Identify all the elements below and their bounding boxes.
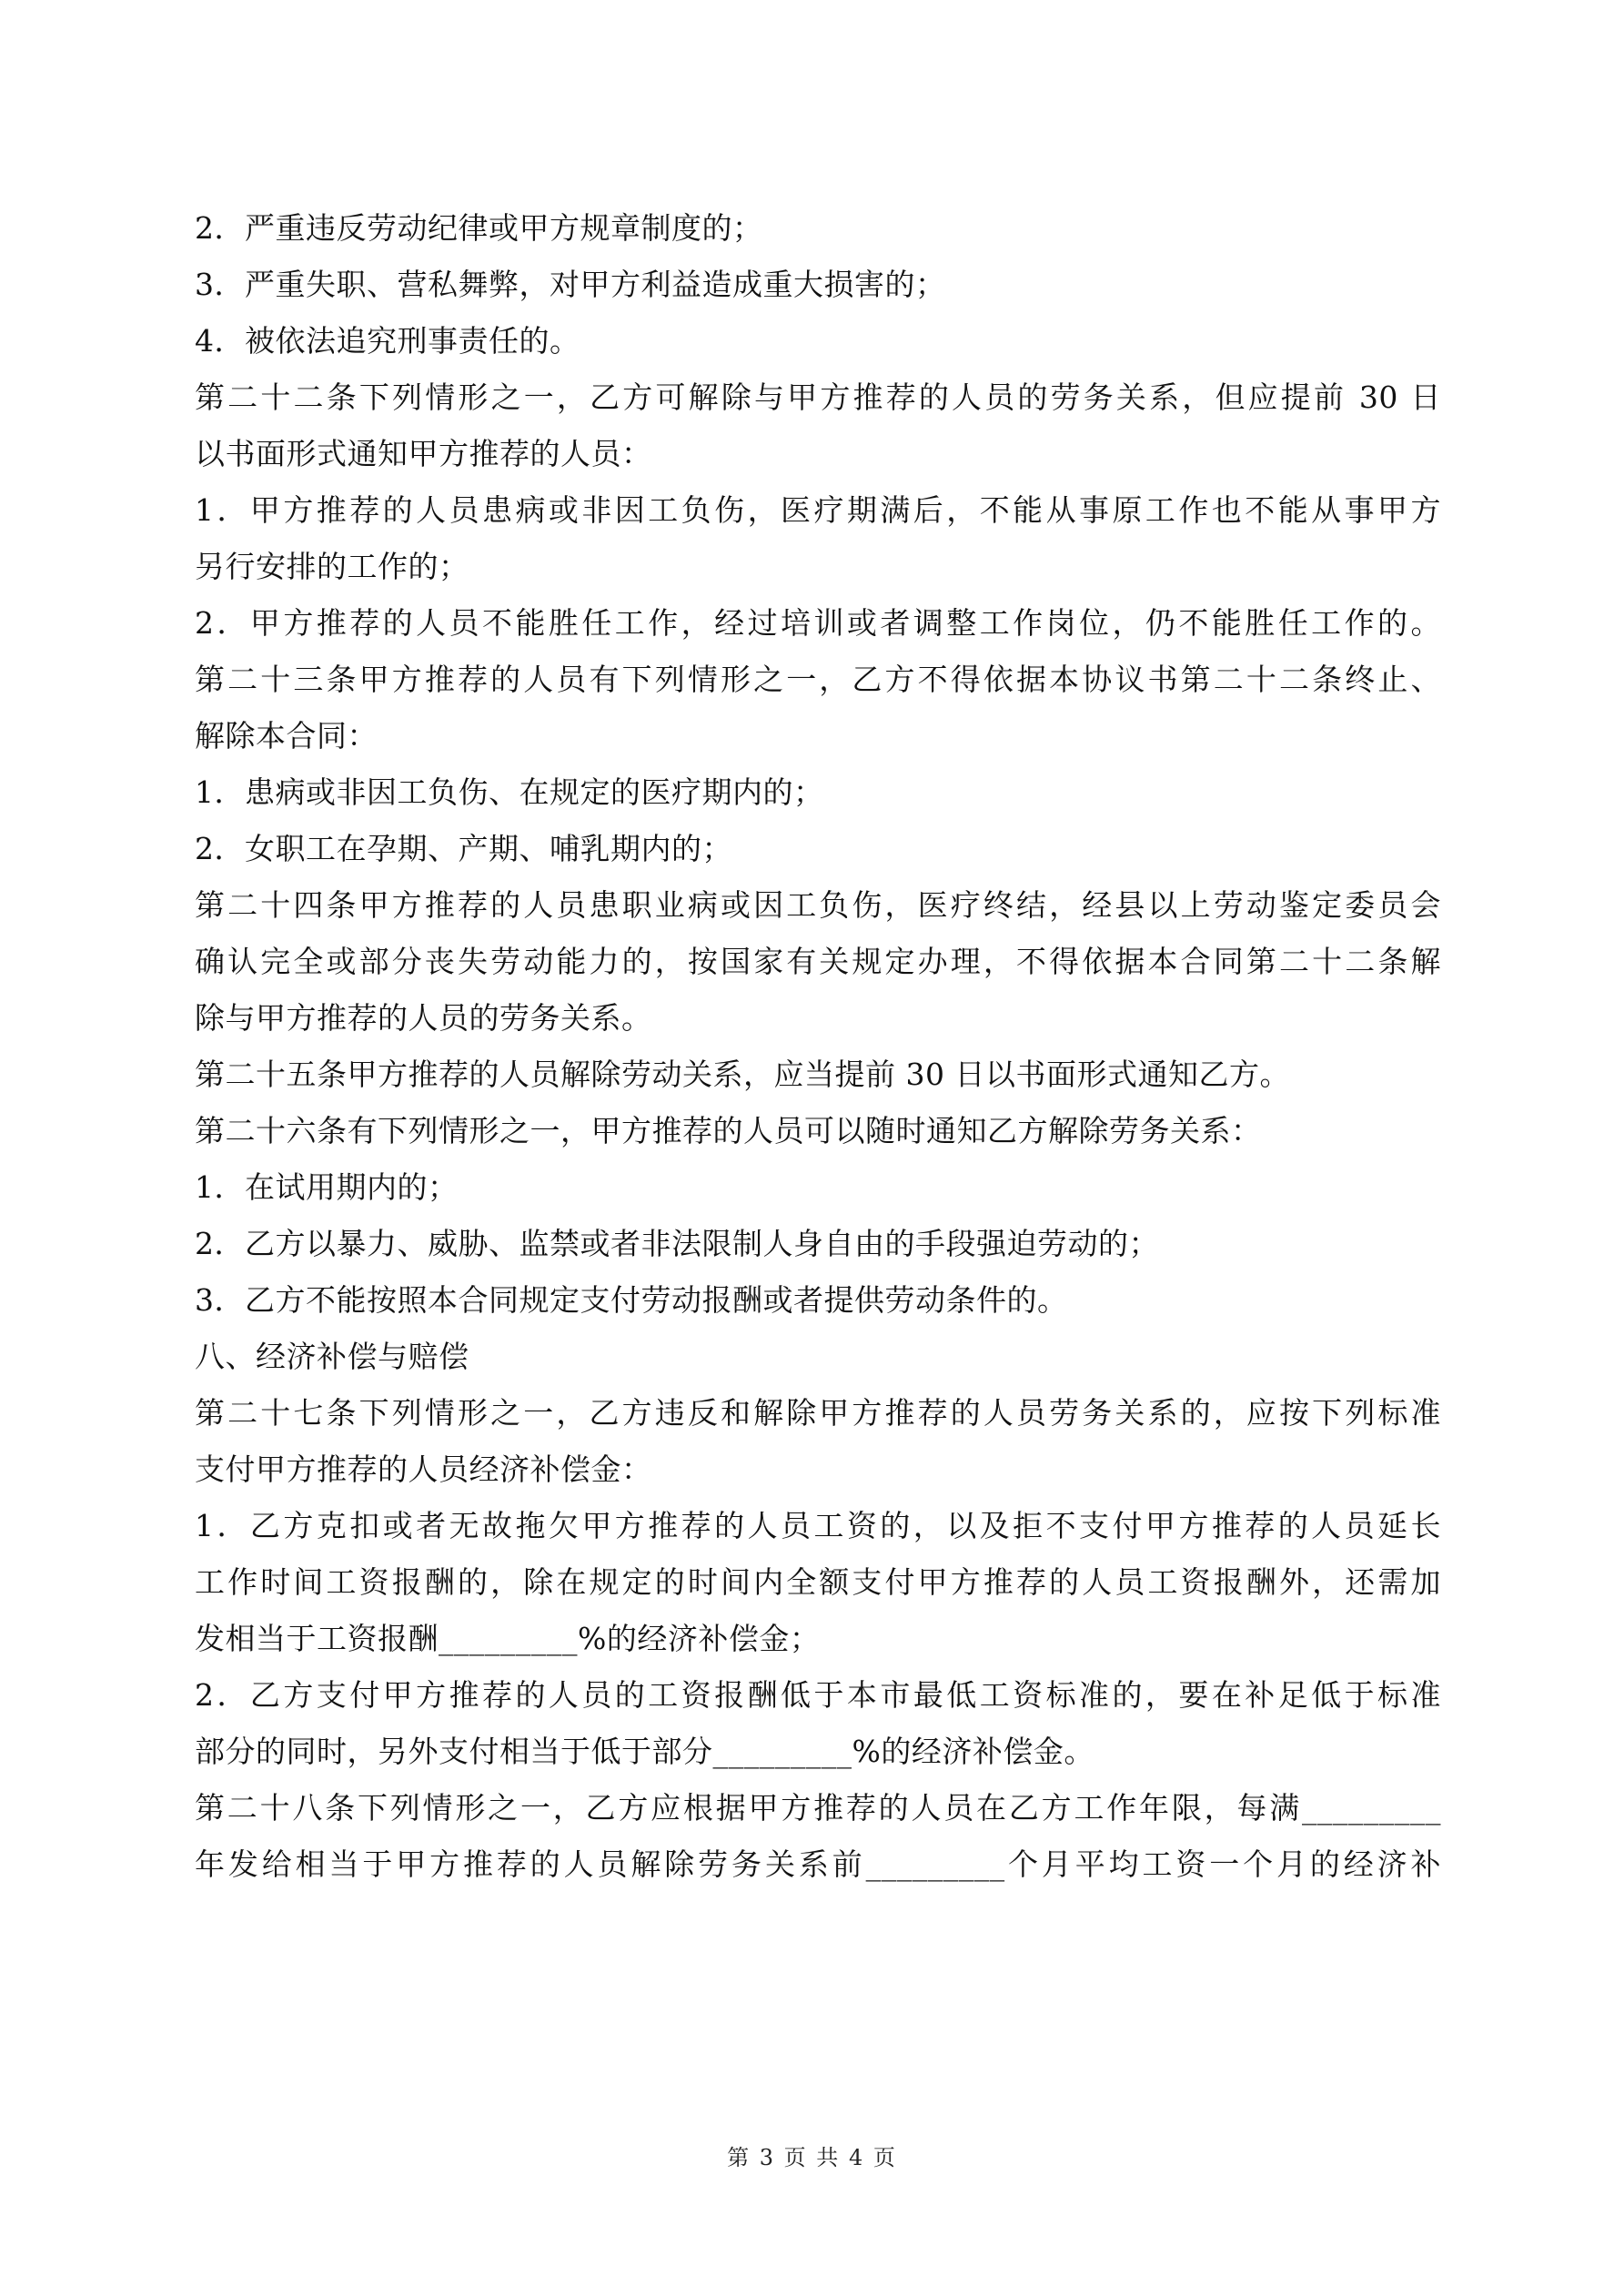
text-line: 第二十七条下列情形之一，乙方违反和解除甲方推荐的人员劳务关系的，应按下列标准 [195,1395,1441,1431]
text-line: 部分的同时，另外支付相当于低于部分_________%的经济补偿金。 [195,1734,1094,1769]
text-line: 2．女职工在孕期、产期、哺乳期内的； [195,831,732,866]
text-line: 3．严重失职、营私舞弊，对甲方利益造成重大损害的； [195,267,946,302]
text-line: 第二十六条有下列情形之一，甲方推荐的人员可以随时通知乙方解除劳务关系： [195,1113,1262,1148]
text-line: 第二十五条甲方推荐的人员解除劳动关系，应当提前 30 日以书面形式通知乙方。 [195,1057,1290,1092]
text-line: 2．乙方以暴力、威胁、监禁或者非法限制人身自由的手段强迫劳动的； [195,1226,1159,1261]
text-line: 第二十八条下列情形之一，乙方应根据甲方推荐的人员在乙方工作年限，每满_________ [195,1790,1441,1826]
text-line: 2．严重违反劳动纪律或甲方规章制度的； [195,210,763,246]
text-line: 2．甲方推荐的人员不能胜任工作，经过培训或者调整工作岗位，仍不能胜任工作的。 [195,605,1441,641]
text-line: 八、经济补偿与赔偿 [195,1339,469,1374]
text-line: 发相当于工资报酬_________%的经济补偿金； [195,1621,821,1656]
text-line: 第二十二条下列情形之一，乙方可解除与甲方推荐的人员的劳务关系，但应提前 30 日 [195,379,1441,415]
text-line: 以书面形式通知甲方推荐的人员： [195,436,652,471]
text-line: 解除本合同： [195,718,378,754]
page-footer: 第 3 页 共 4 页 [727,2145,897,2170]
text-line: 1．在试用期内的； [195,1169,459,1205]
text-line: 1．乙方克扣或者无故拖欠甲方推荐的人员工资的，以及拒不支付甲方推荐的人员延长 [195,1508,1441,1543]
text-line: 工作时间工资报酬的，除在规定的时间内全额支付甲方推荐的人员工资报酬外，还需加 [195,1564,1441,1600]
document-body [195,200,1441,1893]
text-line: 1．患病或非因工负伤、在规定的医疗期内的； [195,774,824,810]
text-line: 支付甲方推荐的人员经济补偿金： [195,1451,652,1487]
text-line: 1．甲方推荐的人员患病或非因工负伤，医疗期满后，不能从事原工作也不能从事甲方 [195,492,1441,528]
text-line: 第二十四条甲方推荐的人员患职业病或因工负伤，医疗终结，经县以上劳动鉴定委员会 [195,887,1441,923]
text-line: 4．被依法追究刑事责任的。 [195,323,580,359]
text-line: 除与甲方推荐的人员的劳务关系。 [195,1000,652,1036]
text-line: 另行安排的工作的； [195,549,469,584]
text-line: 第二十三条甲方推荐的人员有下列情形之一，乙方不得依据本协议书第二十二条终止、 [195,662,1441,697]
text-line: 3．乙方不能按照本合同规定支付劳动报酬或者提供劳动条件的。 [195,1282,1068,1318]
text-line: 年发给相当于甲方推荐的人员解除劳务关系前_________个月平均工资一个月的经济补 [195,1846,1441,1882]
text-line: 2．乙方支付甲方推荐的人员的工资报酬低于本市最低工资标准的，要在补足低于标准 [195,1677,1441,1713]
text-line: 确认完全或部分丧失劳动能力的，按国家有关规定办理，不得依据本合同第二十二条解 [195,944,1441,979]
